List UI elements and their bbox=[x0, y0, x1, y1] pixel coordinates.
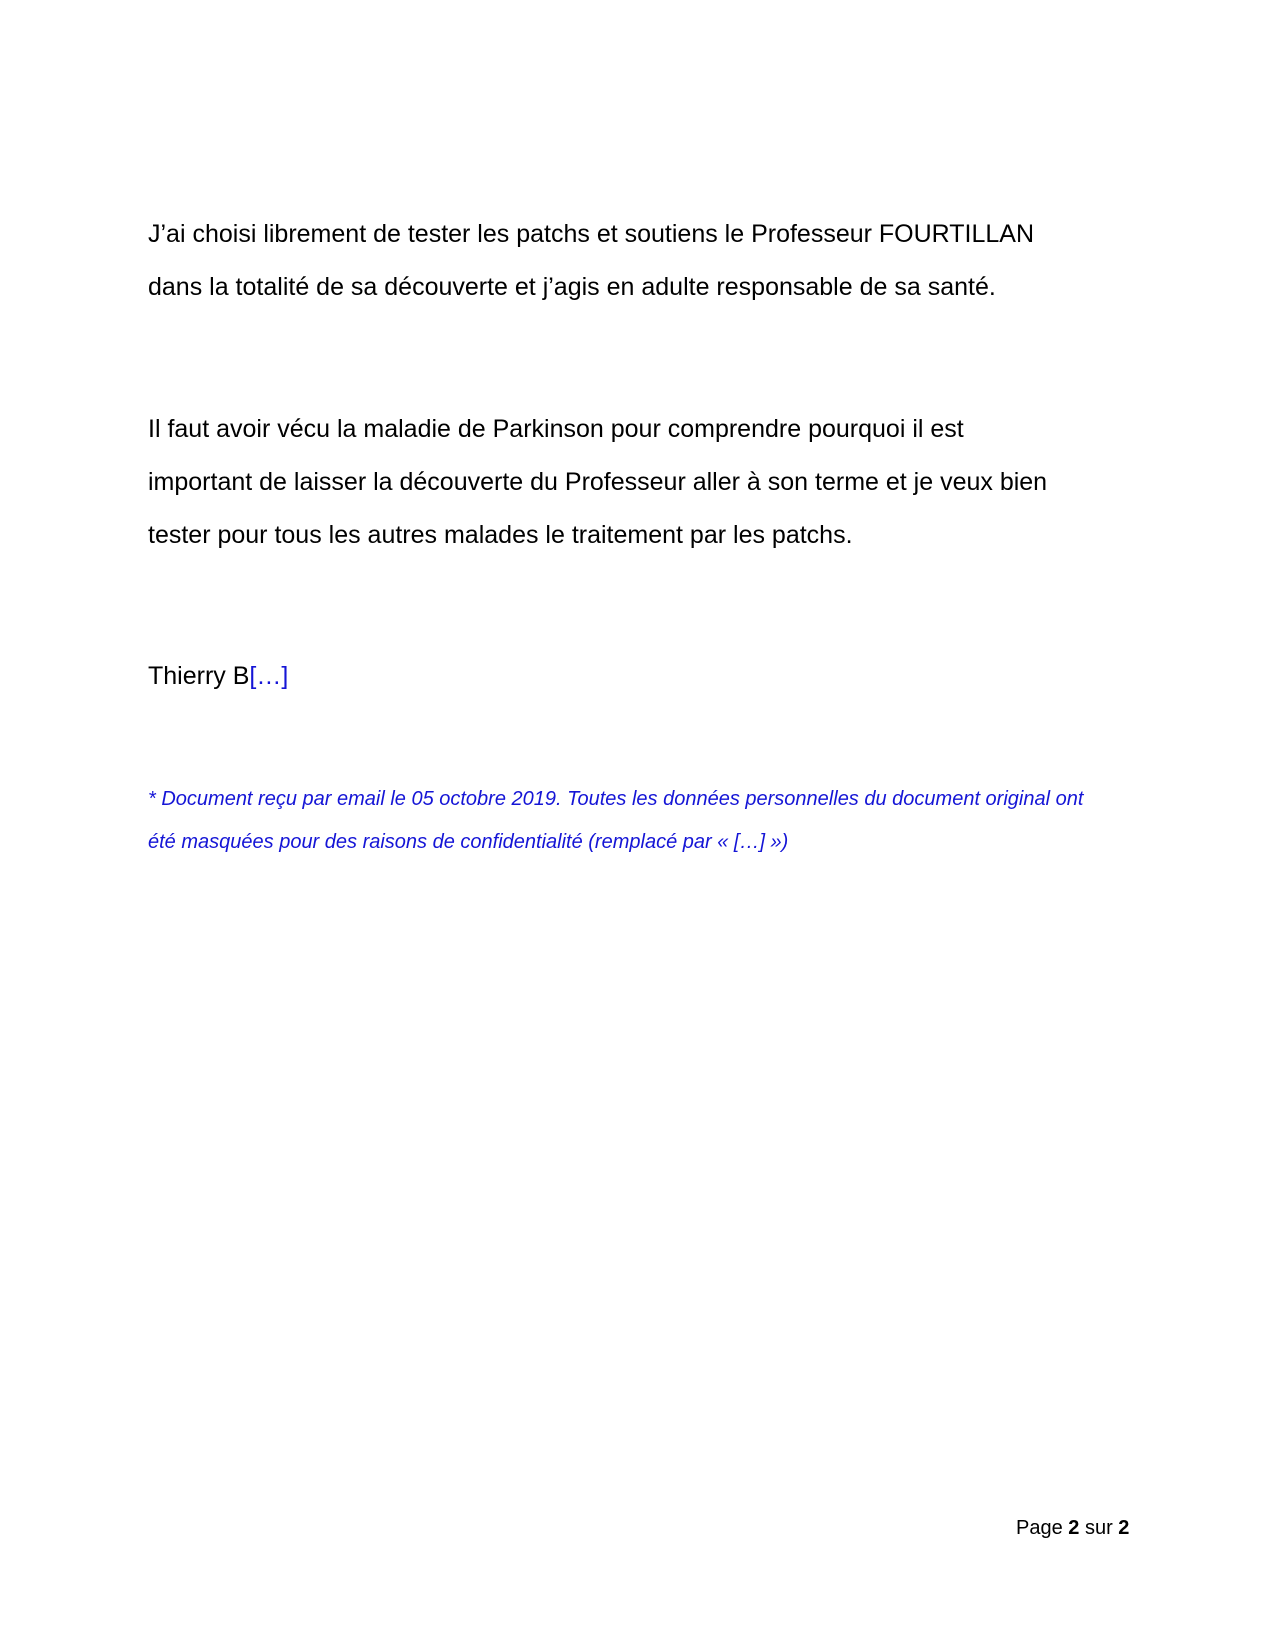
signature bbox=[148, 650, 288, 703]
paragraph-line: Il faut avoir vécu la maladie de Parkinson pour comprendre pourquoi il est bbox=[148, 415, 964, 443]
signature-redaction: […] bbox=[249, 662, 289, 690]
footer-total-pages: 2 bbox=[1118, 1517, 1130, 1539]
note-line: * Document reçu par email le 05 octobre 2019. Toutes les données personnelles du document original ont bbox=[148, 788, 1084, 810]
footer-prefix: Page bbox=[1016, 1517, 1069, 1539]
note-line: été masquées pour des raisons de confidentialité (remplacé par « […] ») bbox=[148, 831, 789, 853]
footer-current-page: 2 bbox=[1068, 1517, 1080, 1539]
paragraph-line: dans la totalité de sa découverte et j’agis en adulte responsable de sa santé. bbox=[148, 273, 996, 301]
paragraph-line: important de laisser la découverte du Professeur aller à son terme et je veux bien bbox=[148, 468, 1048, 496]
paragraph-support-statement bbox=[148, 208, 1148, 314]
paragraph-line: J’ai choisi librement de tester les patchs et soutiens le Professeur FOURTILLAN bbox=[148, 220, 1035, 248]
confidentiality-note bbox=[148, 778, 1148, 864]
paragraph-parkinson-statement bbox=[148, 403, 1148, 562]
page-footer bbox=[1016, 1514, 1129, 1542]
footer-separator: sur bbox=[1079, 1517, 1119, 1539]
signature-name: Thierry B bbox=[148, 662, 250, 690]
paragraph-line: tester pour tous les autres malades le traitement par les patchs. bbox=[148, 521, 853, 549]
